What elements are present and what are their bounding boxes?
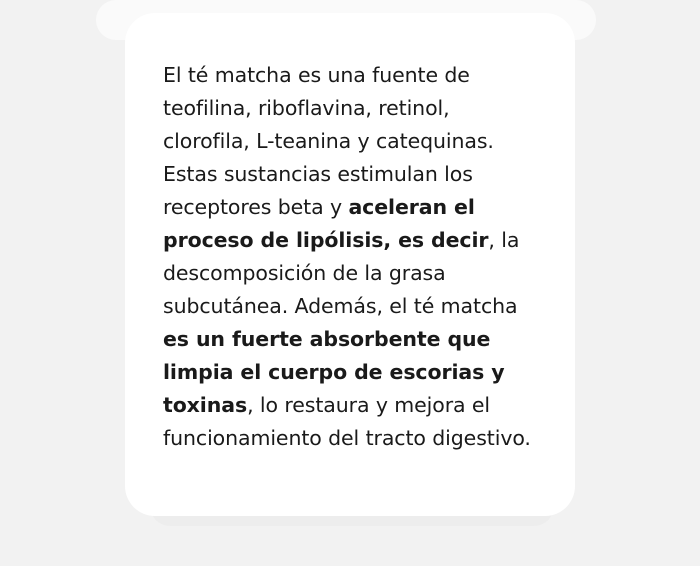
card-paragraph: [163, 59, 537, 455]
emphasis-text: aceleran el proceso de lipólisis, es decir: [163, 195, 489, 252]
emphasis-text: es un fuerte absorbente que limpia el cuerpo de escorias y toxinas: [163, 327, 505, 417]
body-text: , lo restaura y mejora el funcionamiento del tracto digestivo.: [163, 393, 531, 450]
body-text: El té matcha es una fuente de teofilina, riboflavina, retinol, clorofila, L-teanina y catequinas. Estas sustancias estimulan los receptores beta y: [163, 63, 494, 219]
text-card: [125, 13, 575, 516]
body-text: , la descomposición de la grasa subcutánea. Además, el té matcha: [163, 228, 520, 318]
